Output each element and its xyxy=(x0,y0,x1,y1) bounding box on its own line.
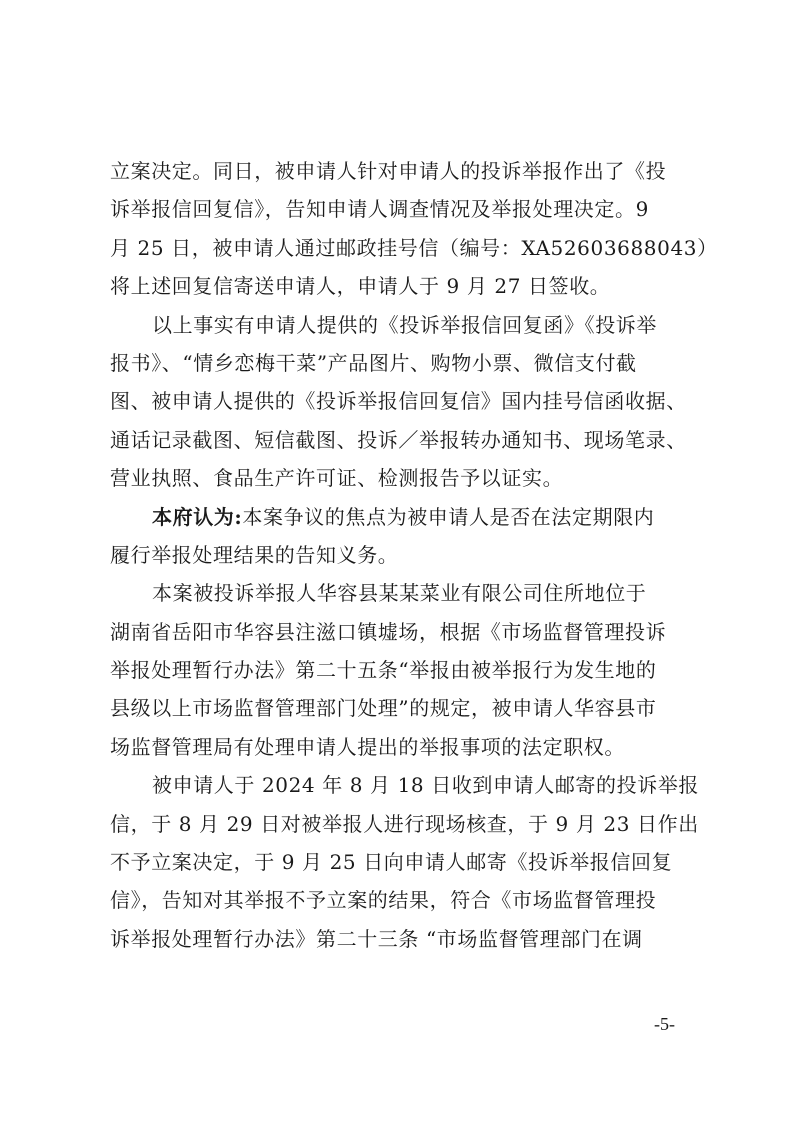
text-line: 举报处理暂行办法》第二十五条“举报由被举报行为发生地的 xyxy=(110,658,657,683)
text-line: 诉举报信回复信》，告知申请人调查情况及举报处理决定。9 xyxy=(110,197,649,222)
text-line: 被申请人于 2024 年 8 月 18 日收到申请人邮寄的投诉举报 xyxy=(152,773,700,798)
paragraph-lead-bold: 本府认为: xyxy=(152,504,243,529)
paragraph-3 xyxy=(110,498,690,575)
text-line: 诉举报处理暂行办法》第二十三条 “市场监督管理部门在调 xyxy=(110,926,643,951)
text-line: 信》，告知对其举报不予立案的结果，符合《市场监督管理投 xyxy=(110,888,657,913)
text-line: 信，于 8 月 29 日对被举报人进行现场核查，于 9 月 23 日作出 xyxy=(110,811,699,836)
text-line: 将上述回复信寄送申请人，申请人于 9 月 27 日签收。 xyxy=(110,274,611,299)
text-line: 县级以上市场监督管理部门处理”的规定，被申请人华容县市 xyxy=(110,696,657,721)
text-line: 履行举报处理结果的告知义务。 xyxy=(110,542,399,567)
paragraph-1 xyxy=(110,152,718,306)
text-line: 本案被投诉举报人华容县某某菜业有限公司住所地位于 xyxy=(152,581,647,606)
document-body xyxy=(110,152,718,958)
paragraph-2 xyxy=(110,306,690,498)
paragraph-4 xyxy=(110,574,690,766)
text-line: 通话记录截图、短信截图、投诉／举报转办通知书、现场笔录、 xyxy=(110,427,687,452)
text-line: 报书》、“情乡恋梅干菜”产品图片、购物小票、微信支付截 xyxy=(110,350,637,375)
text-line: 湖南省岳阳市华容县注滋口镇墟场，根据《市场监督管理投诉 xyxy=(110,619,667,644)
text-line: 营业执照、食品生产许可证、检测报告予以证实。 xyxy=(110,466,564,491)
text-line: 月 25 日，被申请人通过邮政挂号信（编号：XA52603688043） xyxy=(110,235,718,260)
text-line: 场监督管理局有处理申请人提出的举报事项的法定职权。 xyxy=(110,734,625,759)
paragraph-5 xyxy=(110,766,700,958)
text-line: 以上事实有申请人提供的《投诉举报信回复函》《投诉举 xyxy=(152,312,657,337)
text-line xyxy=(110,498,690,536)
text-span: 本案争议的焦点为被申请人是否在法定期限内 xyxy=(242,504,655,529)
text-line: 不予立案决定，于 9 月 25 日向申请人邮寄《投诉举报信回复 xyxy=(110,850,673,875)
page-number: -5- xyxy=(654,1014,675,1034)
text-line: 图、被申请人提供的《投诉举报信回复信》国内挂号信函收据、 xyxy=(110,389,687,414)
text-line: 立案决定。同日，被申请人针对申请人的投诉举报作出了《投 xyxy=(110,159,667,183)
